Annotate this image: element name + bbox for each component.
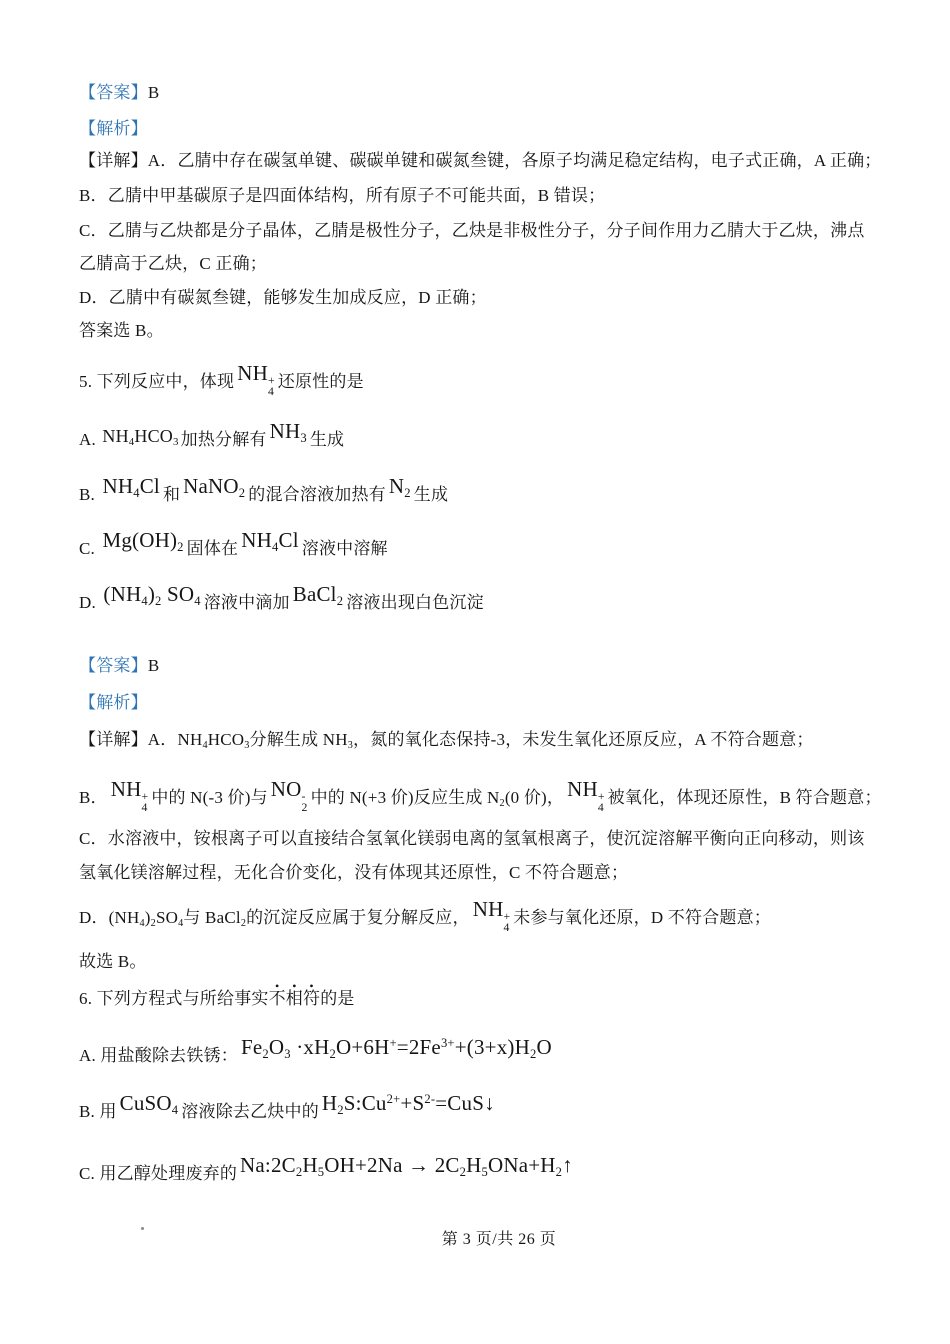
q5-detail-b [79,777,882,820]
q5-detail-a [79,730,814,752]
text-run: 答案选 B。 [79,321,164,340]
text-run: B. [79,485,100,504]
chem-formula: CuSO$_4$ [119,1091,179,1117]
chem-formula: NH + 4 [567,777,605,814]
q4-detail-c-2 [79,255,267,272]
chem-formula: NO - 2 [270,777,308,814]
text-run: B．乙腈中甲基碳原子是四面体结构，所有原子不可能共面，B 错误； [79,186,606,205]
q4-answer-line [79,84,159,101]
text-run: 未参与氧化还原，D 不符合题意； [513,908,772,927]
text-run: 的是 [320,989,355,1008]
text-run: C. [79,539,100,558]
text-run: 固体在 [186,539,239,558]
chem-formula: $Mg(OH)_2$ [102,528,184,554]
q5-detail-c-1 [79,830,865,847]
text-run: C．乙腈与乙炔都是分子晶体，乙腈是极性分子，乙炔是非极性分子，分子间作用力乙腈大于乙炔，沸点 [79,221,865,240]
q5-answer-line [79,657,159,674]
text-run: 中的 N(+3 价)反应生成 $N_2(0$ 价)， [310,788,565,810]
chem-formula: $NH_4Cl$ [241,528,299,554]
q4-detail-b [79,187,605,204]
bracket-label: 【解析】 [79,693,148,712]
emphasis-dot: • [275,979,280,993]
text-run: 6. 下列方程式与所给事实 [79,989,269,1008]
text-run: B． [79,788,108,807]
q6-option-b [79,1091,498,1121]
chem-formula: NH + 4 [110,777,149,814]
bracket-label: 【答案】 [79,656,148,675]
text-run: B [147,656,160,675]
bracket-label: 【解析】 [79,119,148,138]
chem-formula: $H_2S:Cu^{2+}+S^{2-}=CuS↓$ [321,1091,495,1117]
q5-option-a [79,419,345,449]
text-run: 溶液除去乙炔中的 [181,1102,319,1121]
text-run: 生成 [413,485,449,504]
text-run: C. 用乙醇处理废弃的 [79,1164,238,1183]
q5-stem [79,361,364,404]
q5-option-b [79,474,449,504]
chem-formula: $Fe_2O_3 \cdot xH_2O+6H^+=2Fe^{3+}+(3+x)H_2O$ [240,1035,552,1061]
q6-option-c [79,1153,576,1183]
text-run: 故选 B。 [79,952,147,971]
text-run: 被氧化，体现还原性，B 符合题意； [607,788,882,807]
q5-analysis-label [79,694,148,711]
text-run: B. 用 [79,1102,117,1121]
stacked-subsup: + 4 [503,909,511,934]
q5-option-c [79,528,388,558]
emphasis-dots [269,980,321,992]
text-run: 乙腈高于乙炔，C 正确； [79,254,267,273]
text-run: A. [79,430,101,449]
text-run: 溶液中滴加 [203,593,290,612]
stacked-subsup: + 4 [597,789,605,814]
chem-formula: $NH_3$ [269,419,307,445]
text-run: 中的 N(-3 价)与 [151,788,268,807]
q4-detail-c-1 [79,222,865,239]
chem-formula: NH + 4 [472,897,511,934]
chem-formula: $N_2$ [388,474,411,500]
q6-option-a [79,1035,555,1065]
text-run: B [147,83,160,102]
stacked-subsup: - 2 [301,789,308,814]
chem-formula: $(NH_4)_2$ $SO_4$ [103,582,201,608]
text-run: 和 [162,485,181,504]
q5-option-d [79,582,484,612]
q4-analysis-label [79,120,148,137]
chem-formula: $NH_4Cl$ [102,474,160,500]
q6-stem [79,979,355,1008]
emphasis-dot: • [292,979,297,993]
q5-conclusion [79,953,147,970]
emphasis-dot: • [309,979,314,993]
text-run: 溶液出现白色沉淀 [346,593,484,612]
text-run: 加热分解有 [180,430,267,449]
text-run: 溶液中溶解 [301,539,388,558]
q5-detail-d [79,897,772,940]
text-run: 生成 [309,430,345,449]
chem-formula: NH + 4 [237,361,275,398]
chem-formula: NaNO$_2$ [183,474,246,500]
emphasized-text [268,979,321,1008]
text-run: 氢氧化镁溶解过程，无化合价变化，没有体现其还原性，C 不符合题意； [79,863,629,882]
text-run: 5. 下列反应中，体现 [79,372,235,391]
text-run: 的混合溶液加热有 [248,485,386,504]
q4-detail-a [79,152,881,169]
bracket-label: 【答案】 [79,83,148,102]
q4-detail-d [79,289,487,306]
text-run: C．水溶液中，铵根离子可以直接结合氢氧化镁弱电离的氢氧根离子，使沉淀溶解平衡向正向移动，则该 [79,829,865,848]
q5-detail-c-2 [79,864,628,881]
chem-formula: BaCl$_2$ [292,582,344,608]
chem-formula: $NH_4HCO_3$ [102,426,179,449]
text-run: 不相符 [268,989,321,1008]
stacked-subsup: + 4 [267,373,275,398]
stacked-subsup: + 4 [141,789,149,814]
text-run: D．$(NH_4)_2SO_4$与 BaCl$_2$的沉淀反应属于复分解反应， [79,908,470,930]
q4-conclusion [79,322,164,339]
text-run: A. 用盐酸除去铁锈： [79,1046,238,1065]
text-run: 【详解】A．乙腈中存在碳氢单键、碳碳单键和碳氮叁键，各原子均满足稳定结构，电子式正确，A 正确； [79,151,882,170]
text-run: D．乙腈中有碳氮叁键，能够发生加成反应，D 正确； [79,288,487,307]
text-run: 【详解】A．$NH_4HCO_3$分解生成 $NH_3$，氮的氧化态保持-3，未发生氧化还原反应，A 不符合题意； [79,730,814,752]
page-number: 第 3 页/共 26 页 [441,1231,557,1248]
text-run: 还原性的是 [277,372,364,391]
page-footer [24,1226,950,1249]
text-run: D. [79,593,101,612]
chem-formula: $Na:2C_2H_5OH+2Na$ → $2C_2H_5ONa+H_2↑$ [240,1153,573,1179]
